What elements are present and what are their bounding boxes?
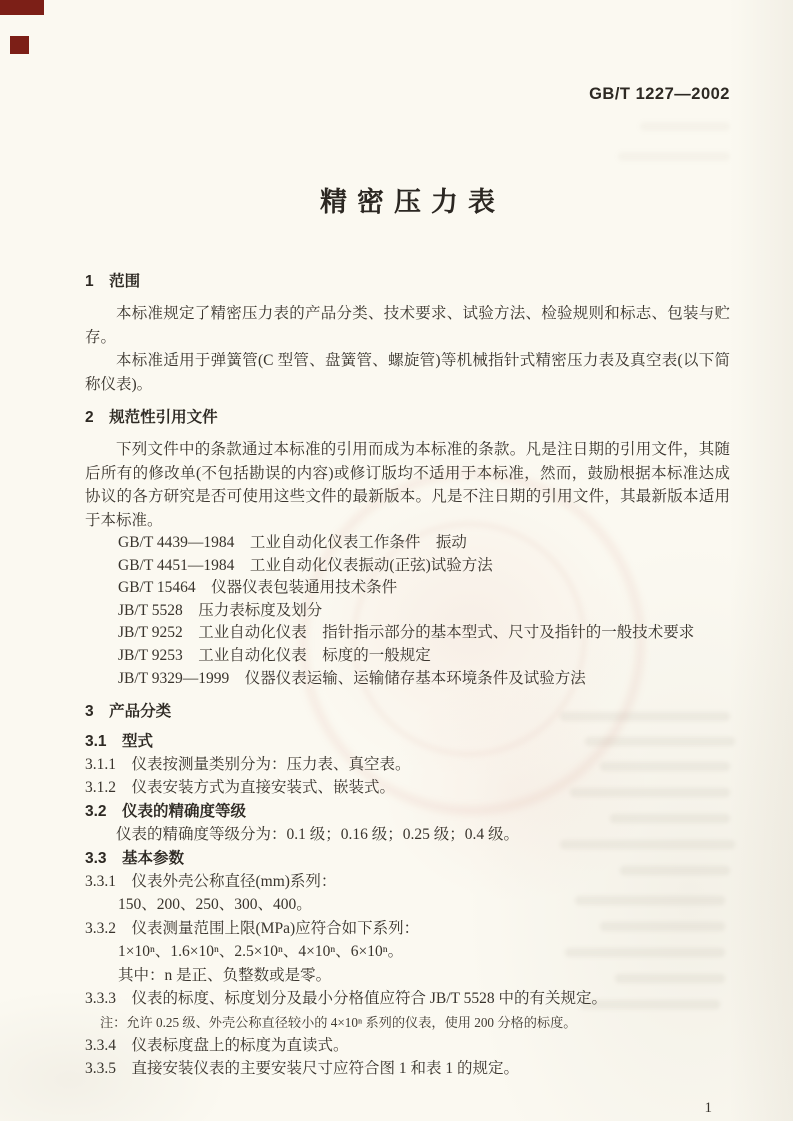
corner-print-mark xyxy=(0,0,44,15)
scope-paragraph-1: 本标准规定了精密压力表的产品分类、技术要求、试验方法、检验规则和标志、包装与贮存。 xyxy=(85,305,730,346)
clause-3-3-3-note: 注：允许 0.25 级、外壳公称直径较小的 4×10ⁿ 系列的仪表，使用 200 分格的标度。 xyxy=(100,1014,577,1030)
clause-3-2-heading: 3.2 仪表的精确度等级 xyxy=(85,802,247,820)
standard-code: GB/T 1227—2002 xyxy=(589,85,730,103)
diameter-series-paragraph: 150、200、250、300、400。 xyxy=(118,896,312,914)
reference-item: JB/T 5528 压力表标度及划分 xyxy=(118,601,323,619)
clause-3-1-heading: 3.1 型式 xyxy=(85,732,154,750)
clause-3-3-3: 3.3.3 仪表的标度、标度划分及最小分格值应符合 JB/T 5528 中的有关规定。 xyxy=(85,990,607,1008)
clause-3-3-1: 3.3.1 仪表外壳公称直径(mm)系列： xyxy=(85,873,337,891)
reference-item: GB/T 4439—1984 工业自动化仪表工作条件 振动 xyxy=(118,534,467,552)
reference-item: JB/T 9329—1999 仪器仪表运输、运输储存基本环境条件及试验方法 xyxy=(118,669,586,687)
document-title: 精密压力表 xyxy=(320,187,505,217)
range-series-paragraph: 1×10ⁿ、1.6×10ⁿ、2.5×10ⁿ、4×10ⁿ、6×10ⁿ。 xyxy=(118,943,404,961)
clause-3-3-5: 3.3.5 直接安装仪表的主要安装尺寸应符合图 1 和表 1 的规定。 xyxy=(85,1060,520,1078)
reference-item: JB/T 9253 工业自动化仪表 标度的一般规定 xyxy=(118,647,431,665)
clause-3-1-1: 3.1.1 仪表按测量类别分为：压力表、真空表。 xyxy=(85,756,411,774)
reference-item: JB/T 9252 工业自动化仪表 指针指示部分的基本型式、尺寸及指针的一般技术要求 xyxy=(118,624,695,642)
reference-item: GB/T 15464 仪器仪表包装通用技术条件 xyxy=(118,579,398,597)
page-number: 1 xyxy=(704,1099,712,1116)
references-intro-paragraph: 下列文件中的条款通过本标准的引用而成为本标准的条款。凡是注日期的引用文件，其随后所有的修改单(不包括勘误的内容)或修订版均不适用于本标准，然而，鼓励根据本标准达成协议的各方研究是否可使用这些文件的最新版本。凡是不注日期的引用文件，其最新版本适用于本标准。 xyxy=(85,441,730,529)
page-content xyxy=(85,0,730,1118)
clause-3-3-heading: 3.3 基本参数 xyxy=(85,849,185,867)
clause-3-1-2: 3.1.2 仪表安装方式为直接安装式、嵌装式。 xyxy=(85,779,396,797)
range-exponent-paragraph: 其中：n 是正、负整数或是零。 xyxy=(118,966,332,984)
clause-3-3-2: 3.3.2 仪表测量范围上限(MPa)应符合如下系列： xyxy=(85,919,420,937)
scope-paragraph-2: 本标准适用于弹簧管(C 型管、盘簧管、螺旋管)等机械指针式精密压力表及真空表(以下简称仪表)。 xyxy=(85,352,730,393)
section-3-heading: 3 产品分类 xyxy=(85,703,172,721)
accuracy-classes-paragraph: 仪表的精确度等级分为：0.1 级；0.16 级；0.25 级；0.4 级。 xyxy=(116,826,520,844)
reference-item: GB/T 4451—1984 工业自动化仪表振动(正弦)试验方法 xyxy=(118,556,493,574)
corner-print-mark xyxy=(10,36,29,54)
section-1-heading: 1 范围 xyxy=(85,273,141,290)
clause-3-3-4: 3.3.4 仪表标度盘上的标度为直读式。 xyxy=(85,1036,349,1054)
section-2-heading: 2 规范性引用文件 xyxy=(85,409,218,427)
